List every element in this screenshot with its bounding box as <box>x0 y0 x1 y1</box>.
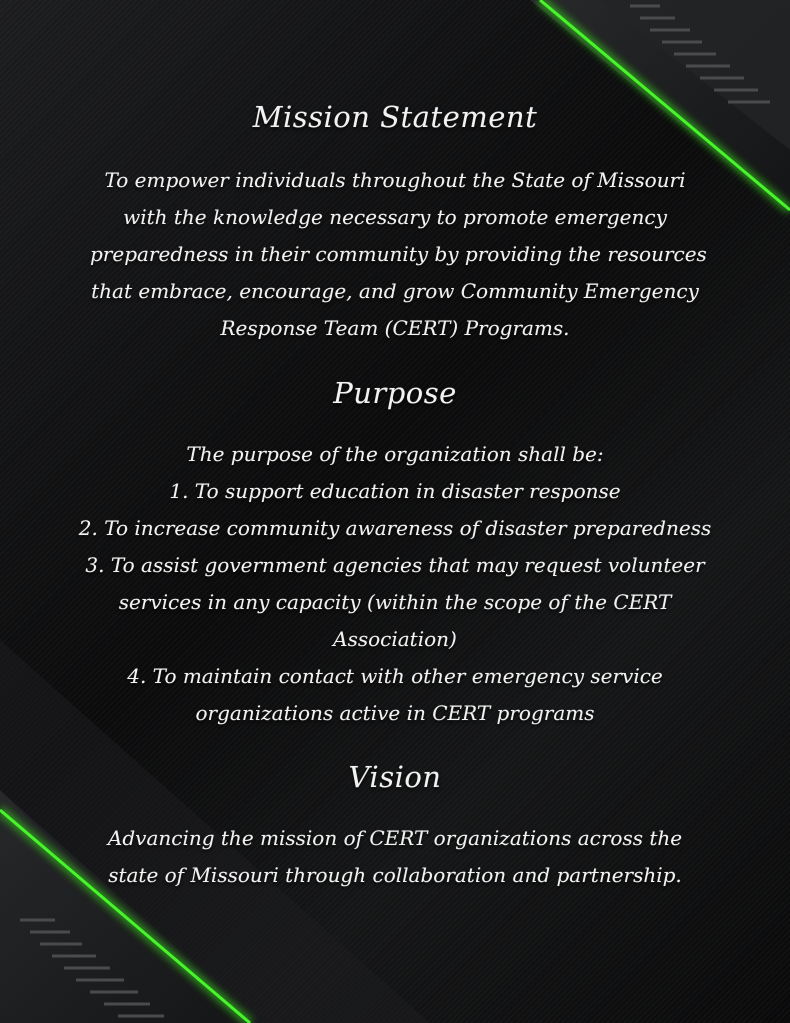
mission-text <box>90 162 707 347</box>
vision-heading: Vision <box>348 760 442 794</box>
mission-line: To empower individuals throughout the State of Missouri <box>104 168 686 192</box>
purpose-item: 2. To increase community awareness of disaster preparedness <box>78 516 712 540</box>
purpose-item: 1. To support education in disaster response <box>169 479 621 503</box>
purpose-item: 4. To maintain contact with other emergency service <box>127 664 663 688</box>
mission-line: Response Team (CERT) Programs. <box>220 316 570 340</box>
vision-line: state of Missouri through collaboration and partnership. <box>108 863 682 887</box>
mission-line: that embrace, encourage, and grow Community Emergency <box>91 279 699 303</box>
purpose-item-continued: Association) <box>333 627 457 651</box>
mission-line: preparedness in their community by providing the resources <box>90 242 707 266</box>
mission-heading: Mission Statement <box>252 100 538 134</box>
vision-text <box>90 820 700 894</box>
mission-line: with the knowledge necessary to promote emergency <box>123 205 667 229</box>
purpose-line: The purpose of the organization shall be: <box>186 442 604 466</box>
purpose-item-continued: organizations active in CERT programs <box>195 701 595 725</box>
purpose-item: 3. To assist government agencies that may request volunteer <box>85 553 705 577</box>
purpose-text <box>75 436 715 732</box>
purpose-item-continued: services in any capacity (within the scope of the CERT <box>118 590 672 614</box>
purpose-heading: Purpose <box>333 376 457 410</box>
vision-line: Advancing the mission of CERT organizations across the <box>107 826 683 850</box>
